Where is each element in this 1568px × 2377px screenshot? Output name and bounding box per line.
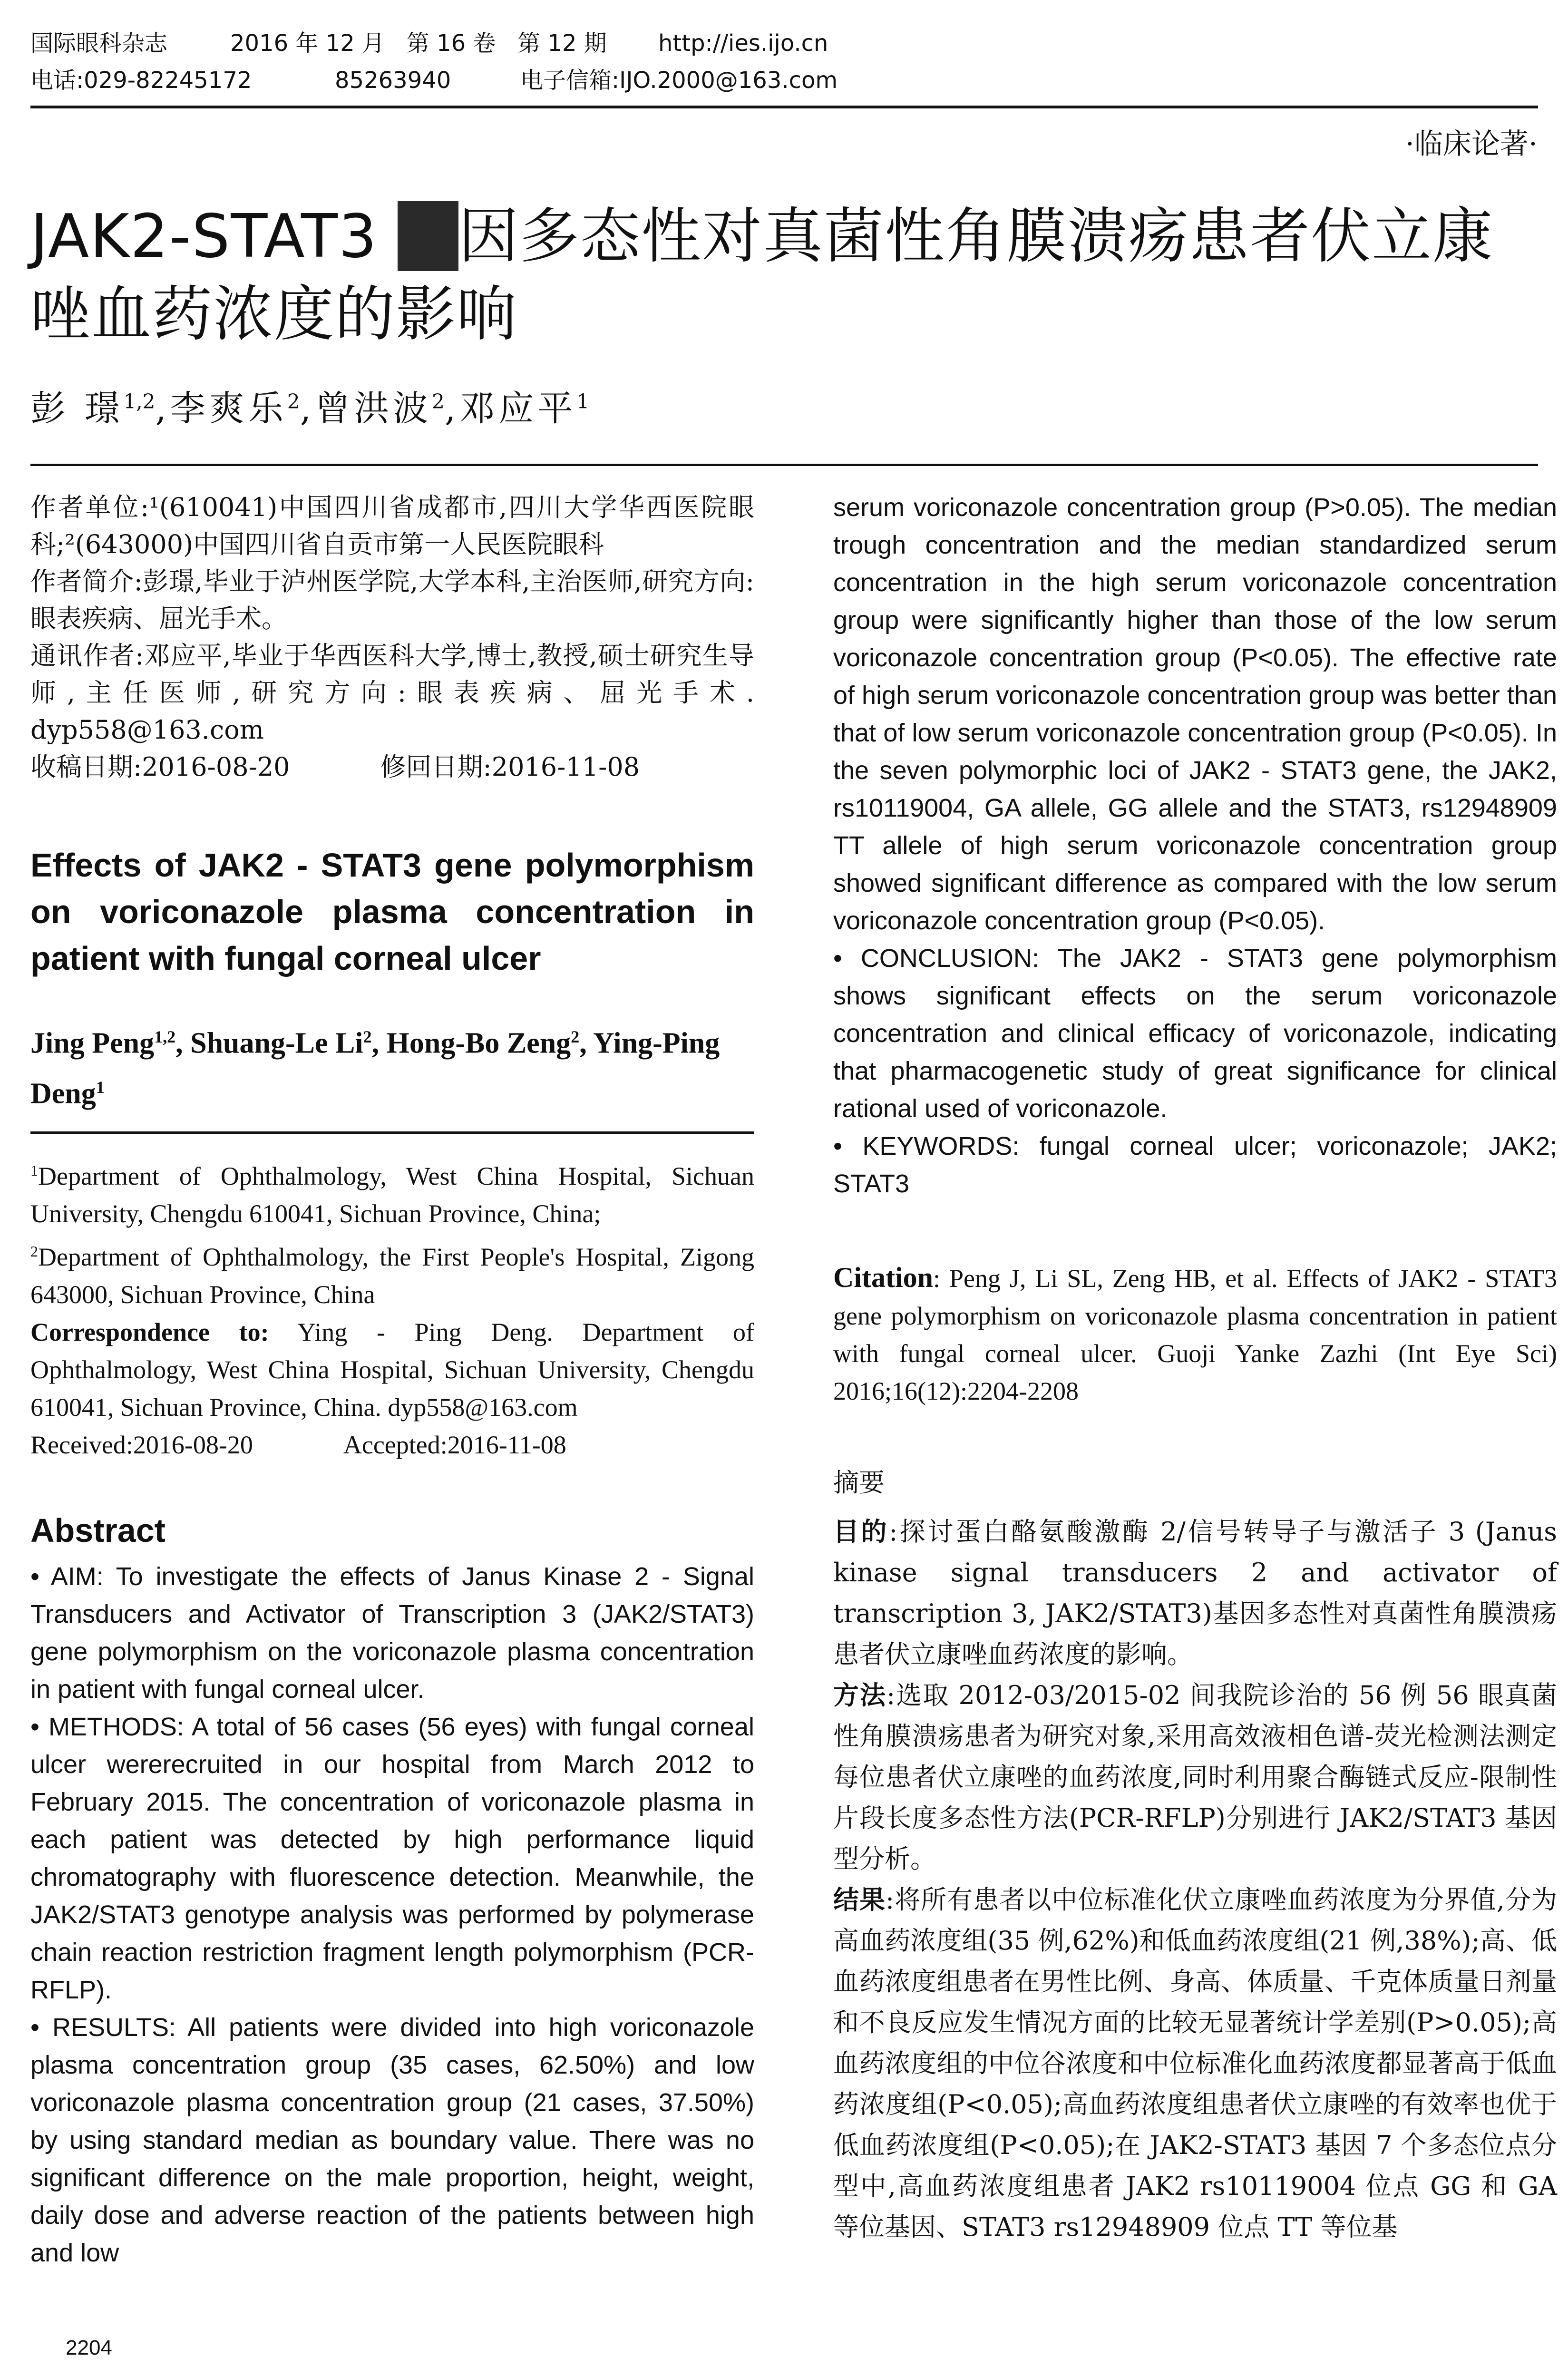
page-number: 2204 [66,2336,112,2359]
correspondence-english: Correspondence to: Ying - Ping Deng. Department of Ophthalmology, West China Hospital, Sichuan University, Chengdu 610041, Sichuan Province, China. dyp558@163.com [30,1318,755,1422]
received-date-cn: 收稿日期:2016-08-20 [30,752,290,782]
journal-url[interactable]: http://ies.ijo.cn [658,30,828,57]
affiliation-rule [30,1131,754,1134]
results-label-cn: 结果 [833,1885,886,1915]
dates-chinese [30,749,754,786]
title-highlight-char: 基 [398,201,459,271]
authors-chinese: 彭 璟$^{1,2}$,李爽乐$^2$,曾洪波$^2$,邓应平$^1$ [30,388,590,429]
journal-name: 国际眼科杂志 [30,30,168,57]
methods-label-cn: 方法 [833,1680,887,1710]
abstract-conclusion: • CONCLUSION: The JAK2 - STAT3 gene polymorphism shows significant effects on the serum voriconazole concentration and clinical efficacy of voriconazole, indicating that pharmacogenetic study of great significance for clinical rational used of voriconazole. [833,944,1557,1123]
abstract-aim: • AIM: To investigate the effects of Janus Kinase 2 - Signal Transducers and Activator of Transcription 3 (JAK2/STAT3) gene polymorphism on the voriconazole plasma concentration in patient with fungal corneal ulcer. [30,1562,754,1704]
authors-english: Jing Peng$^{1,2}$, Shuang-Le Li$^2$, Hong-Bo Zeng$^2$, Ying-Ping Deng$^1$ [30,1027,720,1110]
title-chinese: JAK2-STAT3 基因多态性对真菌性角膜溃疡患者伏立康唑血药浓度的影响 [30,201,1494,349]
title-english: Effects of JAK2 - STAT3 gene polymorphism on voriconazole plasma concentration in patient with fungal corneal ulcer [30,847,754,977]
affiliation-chinese: 作者单位:¹(610041)中国四川省成都市,四川大学华西医院眼科;²(643000)中国四川省自贡市第一人民医院眼科 [30,492,754,559]
phone-number-2: 85263940 [335,67,451,94]
abstract-heading-chinese: 摘要 [833,1468,885,1498]
abstract-keywords: • KEYWORDS: fungal corneal ulcer; voriconazole; JAK2; STAT3 [833,1132,1557,1198]
journal-email[interactable]: 电子信箱:IJO.2000@163.com [520,67,838,94]
accepted-date-en: Accepted:2016-11-08 [343,1431,566,1460]
citation-label: Citation [833,1262,933,1293]
abstract-methods-chinese: 方法:选取 2012-03/2015-02 间我院诊治的 56 例 56 眼真菌性角膜溃疡患者为研究对象,采用高效液相色谱-荧光检测法测定每位患者伏立康唑的血药浓度,同时利用聚合酶链式反应-限制性片段长度多态性方法(PCR-RFLP)分别进行 JAK2/STAT3 基因型分析。 [833,1680,1557,1874]
abstract-aim-chinese: 目的:探讨蛋白酪氨酸激酶 2/信号转导子与激活子 3 (Janus kinase signal transducers 2 and activator of transcription 3, JAK2/STAT3)基因多态性对真菌性角膜溃疡患者伏立康唑血药浓度的影响。 [833,1517,1557,1669]
abstract-results-continued: serum voriconazole concentration group (P>0.05). The median trough concentration and the median standardized serum concentration in the high serum voriconazole concentration group were significantly higher than those of the low serum voriconazole concentration group (P<0.05). The effective rate of high serum voriconazole concentration group was better than that of low serum voriconazole concentration group (P<0.05). In the seven polymorphic loci of JAK2 - STAT3 gene, the JAK2, rs10119004, GA allele, GG allele and the STAT3, rs12948909 TT allele of high serum voriconazole concentration group showed significant difference as compared with the low serum voriconazole concentration group (P<0.05). [833,493,1557,935]
correspondence-chinese: 通讯作者:邓应平,毕业于华西医科大学,博士,教授,硕士研究生导师,主任医师,研究方向:眼表疾病、屈光手术. dyp558@163.com [30,641,754,745]
citation: Citation: Peng J, Li SL, Zeng HB, et al. Effects of JAK2 - STAT3 gene polymorphism on voriconazole plasma concentration in patient with fungal corneal ulcer. Guoji Yanke Zazhi (Int Eye Sci) 2016;16(12):2204-2208 [833,1262,1557,1405]
left-column [30,489,754,2272]
aim-label-cn: 目的 [833,1517,889,1547]
header-rule [30,106,1538,108]
phone-number: 电话:029-82245172 [30,67,252,94]
revised-date-cn: 修回日期:2016-11-08 [380,752,640,782]
dates-english [30,1426,754,1464]
received-date-en: Received:2016-08-20 [30,1431,253,1460]
affiliation-english-1: $^1$Department of Ophthalmology, West China Hospital, Sichuan University, Chengdu 610041, Sichuan Province, China; [30,1162,754,1228]
correspondence-label: Correspondence to: [30,1318,269,1347]
abstract-methods: • METHODS: A total of 56 cases (56 eyes) with fungal corneal ulcer wererecruited in our hospital from March 2012 to February 2015. The concentration of voriconazole plasma in each patient was detected by high performance liquid chromatography with fluorescence detection. Meanwhile, the JAK2/STAT3 genotype analysis was performed by polymerase chain reaction restriction fragment length polymorphism (PCR-RFLP). [30,1713,754,2005]
right-column [833,489,1557,2248]
issue-info: 2016 年 12 月 第 16 卷 第 12 期 [230,30,607,57]
abstract-results: • RESULTS: All patients were divided into high voriconazole plasma concentration group (35 cases, 62.50%) and low voriconazole plasma concentration group (21 cases, 37.50%) by using standard median as boundary value. There was no significant difference on the male proportion, height, weight, daily dose and adverse reaction of the patients between high and low [30,2013,754,2268]
abstract-heading: Abstract [30,1512,166,1549]
journal-header [30,25,1538,99]
bio-chinese: 作者简介:彭璟,毕业于泸州医学院,大学本科,主治医师,研究方向:眼表疾病、屈光手术。 [30,566,754,633]
affiliation-english-2: $^2$Department of Ophthalmology, the First People's Hospital, Zigong 643000, Sichuan Province, China [30,1243,754,1309]
abstract-results-chinese: 结果:将所有患者以中位标准化伏立康唑血药浓度为分界值,分为高血药浓度组(35 例,62%)和低血药浓度组(21 例,38%);高、低血药浓度组患者在男性比例、身高、体质量、千克体质量日剂量和不良反应发生情况方面的比较无显著统计学差别(P>0.05);高血药浓度组的中位谷浓度和中位标准化血药浓度都显著高于低血药浓度组(P<0.05);高血药浓度组患者伏立康唑的有效率也优于低血药浓度组(P<0.05);在 JAK2-STAT3 基因 7 个多态位点分型中,高血药浓度组患者 JAK2 rs10119004 位点 GG 和 GA 等位基因、STAT3 rs12948909 位点 TT 等位基 [833,1885,1557,2242]
authors-rule [30,464,1538,466]
section-label: ·临床论著· [1405,127,1538,161]
